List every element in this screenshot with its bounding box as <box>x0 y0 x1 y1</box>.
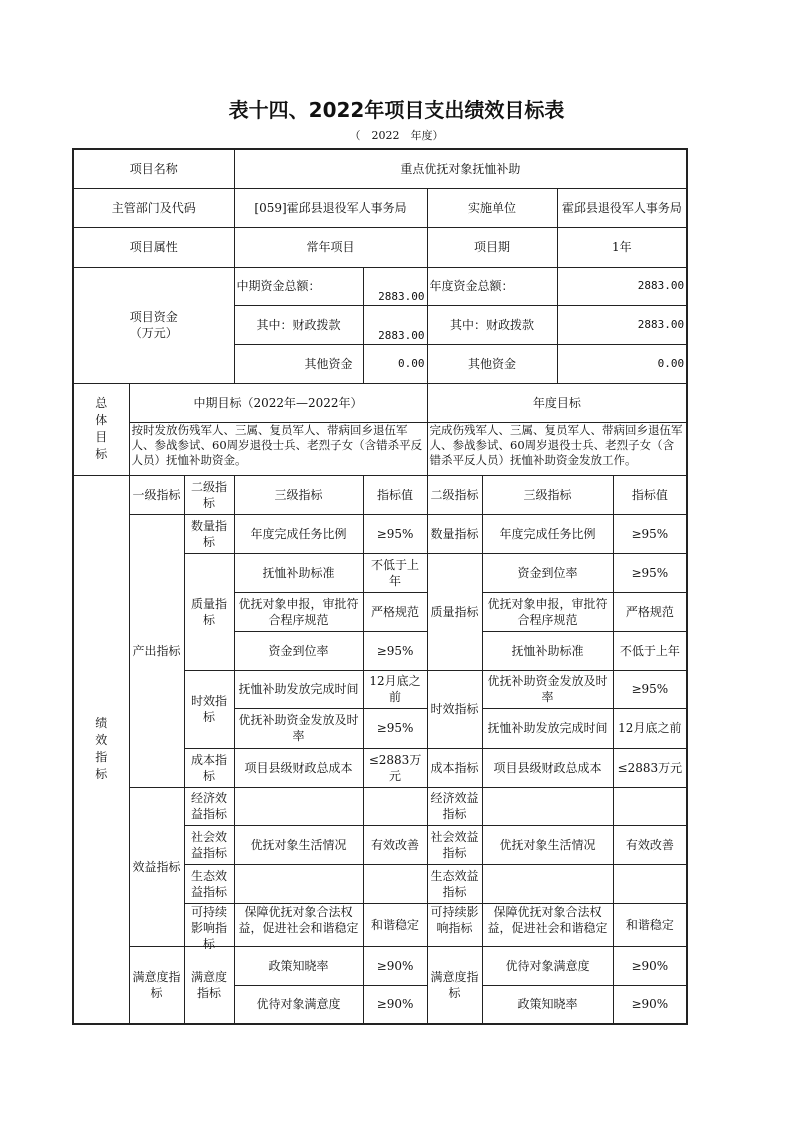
funds-label <box>73 267 234 383</box>
v: ≥90% <box>363 946 427 985</box>
l3: 政策知晓率 <box>234 946 363 985</box>
r-timeliness-indicator: 时效指标 <box>427 670 482 748</box>
sustainable-indicator <box>184 903 234 951</box>
dept-label: 主管部门及代码 <box>73 188 234 227</box>
overall-goal-label <box>73 383 129 475</box>
header-level2: 二级指标 <box>184 475 234 514</box>
satisfaction-indicator: 满意度指标 <box>129 946 184 1024</box>
satisfaction-level2: 满意度指标 <box>184 946 234 1024</box>
rv: ≥95% <box>613 670 687 708</box>
r3: 项目县级财政总成本 <box>482 748 613 787</box>
timeliness-indicator: 时效指标 <box>184 670 234 748</box>
r3: 抚恤补助发放完成时间 <box>482 708 613 748</box>
r-quantity-indicator: 数量指标 <box>427 514 482 553</box>
mid-fiscal-value: 2883.00 <box>363 305 427 344</box>
period-value: 1年 <box>557 227 687 267</box>
funds-label-text: 项目资金（万元） <box>129 310 178 340</box>
year-goal-header: 年度目标 <box>427 383 687 422</box>
rv: ≥90% <box>613 946 687 985</box>
r3: 优抚对象申报，审批符合程序规范 <box>482 592 613 631</box>
mid-fiscal-label: 其中：财政拨款 <box>234 305 363 344</box>
attr-value: 常年项目 <box>234 227 427 267</box>
l3: 资金到位率 <box>234 631 363 670</box>
mid-other-label: 其他资金 <box>234 344 363 383</box>
period-label: 项目期 <box>427 227 557 267</box>
mid-goal-text: 按时发放伤残军人、三属、复员军人、带病回乡退伍军人、参战参试、60周岁退役士兵、老烈子女（含错杀平反人员）抚恤补助资金。 <box>129 422 427 475</box>
l3: 年度完成任务比例 <box>234 514 363 553</box>
indicators-label-text: 绩效指标 <box>95 716 108 782</box>
v: 12月底之前 <box>363 670 427 708</box>
v: ≥95% <box>363 514 427 553</box>
cost-indicator: 成本指标 <box>184 748 234 787</box>
sustainable-indicator-text: 可持续影响指标 <box>191 904 228 951</box>
performance-target-table <box>72 148 688 1025</box>
l3: 优待对象满意度 <box>234 985 363 1024</box>
output-indicator: 产出指标 <box>129 514 184 787</box>
social-indicator: 社会效益指标 <box>184 825 234 864</box>
mid-other-value: 0.00 <box>363 344 427 383</box>
overall-goal-text: 总体目标 <box>95 396 108 461</box>
r3: 优待对象满意度 <box>482 946 613 985</box>
mid-total-value: 2883.00 <box>363 267 427 305</box>
r3 <box>482 864 613 903</box>
l3 <box>234 787 363 825</box>
rv <box>613 787 687 825</box>
v: 有效改善 <box>363 825 427 864</box>
l3: 保障优抚对象合法权益，促进社会和谐稳定 <box>238 904 359 935</box>
year-other-label: 其他资金 <box>427 344 557 383</box>
year-other-value: 0.00 <box>557 344 687 383</box>
r-ecological-indicator: 生态效益指标 <box>427 864 482 903</box>
r3: 保障优抚对象合法权益，促进社会和谐稳定 <box>487 904 608 935</box>
v: ≥95% <box>363 631 427 670</box>
mid-total-label: 中期资金总额： <box>234 267 363 305</box>
v: ≥95% <box>363 708 427 748</box>
page-title: 表十四、2022年项目支出绩效目标表 <box>228 98 565 122</box>
r3: 年度完成任务比例 <box>482 514 613 553</box>
v <box>363 787 427 825</box>
rv: ≤2883万元 <box>613 748 687 787</box>
header-r-value: 指标值 <box>613 475 687 514</box>
quantity-indicator: 数量指标 <box>184 514 234 553</box>
r-satisfaction-level2: 满意度指标 <box>427 946 482 1024</box>
l3: 优抚对象申报，审批符合程序规范 <box>234 592 363 631</box>
year-goal-text: 完成伤残军人、三属、复员军人、带病回乡退伍军人、参战参试、60周岁退役士兵、老烈子女（含错杀平反人员）抚恤补助资金发放工作。 <box>427 422 687 475</box>
header-value: 指标值 <box>363 475 427 514</box>
year-total-value: 2883.00 <box>557 267 687 305</box>
header-level1: 一级指标 <box>129 475 184 514</box>
r-cost-indicator: 成本指标 <box>427 748 482 787</box>
rv: ≥95% <box>613 553 687 592</box>
rv: 严格规范 <box>613 592 687 631</box>
impl-label: 实施单位 <box>427 188 557 227</box>
header-level3: 三级指标 <box>234 475 363 514</box>
rv: ≥95% <box>613 514 687 553</box>
year-total-label: 年度资金总额： <box>427 267 557 305</box>
rv: 有效改善 <box>613 825 687 864</box>
page-subtitle: （ 2022 年度） <box>349 129 444 142</box>
v: 严格规范 <box>363 592 427 631</box>
rv: 和谐稳定 <box>613 903 687 946</box>
v <box>363 864 427 903</box>
l3: 抚恤补助发放完成时间 <box>234 670 363 708</box>
l3: 项目县级财政总成本 <box>234 748 363 787</box>
rv: 12月底之前 <box>613 708 687 748</box>
mid-goal-header: 中期目标（2022年—2022年） <box>129 383 427 422</box>
r3: 资金到位率 <box>482 553 613 592</box>
attr-label: 项目属性 <box>73 227 234 267</box>
quality-indicator: 质量指标 <box>184 553 234 670</box>
r3: 优抚补助资金发放及时率 <box>482 670 613 708</box>
year-fiscal-label: 其中：财政拨款 <box>427 305 557 344</box>
benefit-indicator: 效益指标 <box>129 787 184 946</box>
l3: 优抚补助资金发放及时率 <box>234 708 363 748</box>
rv: ≥90% <box>613 985 687 1024</box>
r-economic-indicator: 经济效益指标 <box>427 787 482 825</box>
indicators-label <box>73 475 129 1024</box>
dept-value: [059]霍邱县退役军人事务局 <box>234 188 427 227</box>
r-quality-indicator: 质量指标 <box>427 553 482 670</box>
l3 <box>234 864 363 903</box>
l3: 抚恤补助标准 <box>234 553 363 592</box>
v: 和谐稳定 <box>363 903 427 946</box>
r3: 优抚对象生活情况 <box>482 825 613 864</box>
v: 不低于上年 <box>363 553 427 592</box>
r-sustainable-indicator-text: 可持续影响指标 <box>430 904 479 935</box>
project-name-value: 重点优抚对象抚恤补助 <box>234 149 687 188</box>
r3: 政策知晓率 <box>482 985 613 1024</box>
r3 <box>482 787 613 825</box>
r-sustainable-indicator <box>427 903 482 946</box>
l3: 优抚对象生活情况 <box>234 825 363 864</box>
impl-value: 霍邱县退役军人事务局 <box>557 188 687 227</box>
year-fiscal-value: 2883.00 <box>557 305 687 344</box>
r3: 抚恤补助标准 <box>482 631 613 670</box>
header-r-level2: 二级指标 <box>427 475 482 514</box>
project-name-label: 项目名称 <box>73 149 234 188</box>
economic-indicator: 经济效益指标 <box>184 787 234 825</box>
ecological-indicator: 生态效益指标 <box>184 864 234 903</box>
rv <box>613 864 687 903</box>
v: ≥90% <box>363 985 427 1024</box>
header-r-level3: 三级指标 <box>482 475 613 514</box>
v: ≤2883万元 <box>363 748 427 787</box>
r-social-indicator: 社会效益指标 <box>427 825 482 864</box>
rv: 不低于上年 <box>613 631 687 670</box>
